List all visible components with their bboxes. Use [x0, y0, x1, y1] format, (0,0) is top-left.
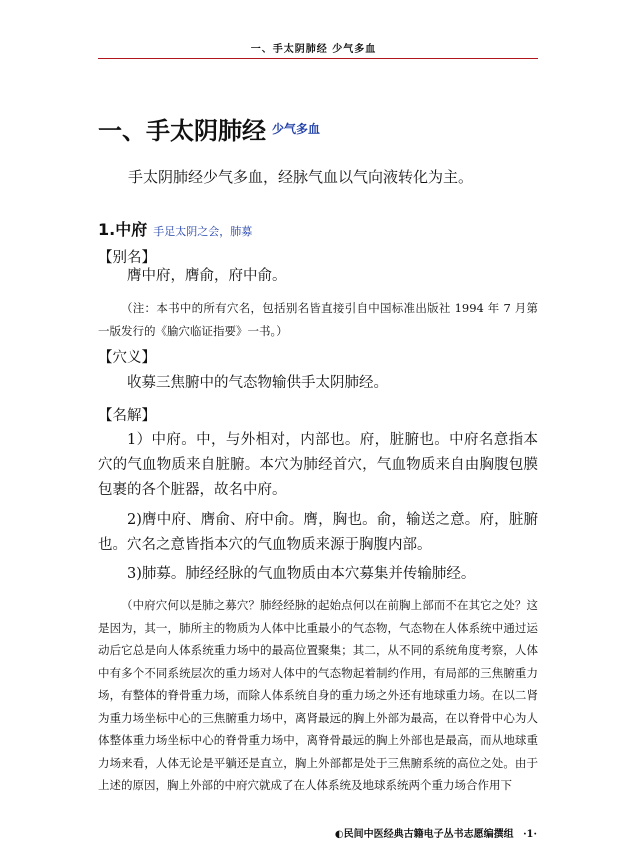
explain-paragraph-3: 3)肺募。肺经经脉的气血物质由本穴募集并传输肺经。 — [127, 566, 476, 582]
page-number: ·1· — [523, 829, 537, 840]
alias-note: （注：本书中的所有穴名，包括别名皆直接引自中国标准出版社 1994 年 7 月第一版发行的《腧穴临证指要》一书。） — [98, 301, 538, 338]
chapter-subtitle: 少气多血 — [272, 122, 321, 136]
footer-text: 民间中医经典古籍电子丛书志愿编撰组 — [343, 829, 514, 840]
page-footer — [335, 825, 537, 840]
running-header: 一、手太阴肺经 少气多血 — [250, 44, 377, 55]
alias-heading: 【别名】 — [98, 250, 156, 266]
explain-paragraph-1: 1）中府。中，与外相对，内部也。府，脏腑也。中府名意指本穴的气血物质来自脏腑。本穴为肺经首穴，气血物质来自由胸腹包膜包裹的各个脏器，故名中府。 — [98, 432, 538, 498]
explain-note: （中府穴何以是肺之募穴？肺经经脉的起始点何以在前胸上部而不在其它之处？这是因为，其一，肺所主的物质为人体中比重最小的气态物，气态物在人体系统中通过运动后它总是向人体系统重力场中的最高位置聚集；其二，从不同的系统角度考察，人体中有多个不同系统层次的重力场对人体中的气态物起着制约作用，有局部的三焦腑重力场，有整体的脊骨重力场，而除人体系统自身的重力场之外还有地球重力场。在以二肾为重力场坐标中心的三焦腑重力场中，离肾最远的胸上外部为最高，在以脊骨中心为人体整体重力场坐标中心的脊骨重力场中，离脊骨最远的胸上外部也是最高，而从地球重力场来看，人体无论是平躺还是直立，胸上外部都是处于三焦腑系统的高位之处。由于上述的原因，胸上外部的中府穴就成了在人体系统及地球系统两个重力场合作用下 — [98, 598, 538, 792]
chapter-title-text: 一、手太阴肺经 — [98, 117, 266, 145]
header-rule — [98, 58, 538, 59]
alias-text: 膺中府，膺俞，府中俞。 — [127, 268, 287, 284]
point-title — [98, 217, 252, 240]
explain-heading: 【名解】 — [98, 408, 156, 424]
footer-logo-icon: ◐ — [334, 829, 344, 840]
explain-paragraph-2: 2)膺中府、膺俞、府中俞。膺，胸也。俞，输送之意。府，脏腑也。穴名之意皆指本穴的气血物质来源于胸腹内部。 — [98, 512, 538, 553]
point-title-text: 1.中府 — [98, 220, 148, 239]
point-subtitle: 手足太阴之会，肺募 — [153, 225, 253, 238]
intro-paragraph: 手太阴肺经少气多血，经脉气血以气向液转化为主。 — [128, 168, 474, 186]
meaning-heading: 【穴义】 — [98, 350, 156, 366]
meaning-text: 收募三焦腑中的气态物输供手太阴肺经。 — [127, 375, 388, 391]
chapter-title — [98, 111, 320, 146]
